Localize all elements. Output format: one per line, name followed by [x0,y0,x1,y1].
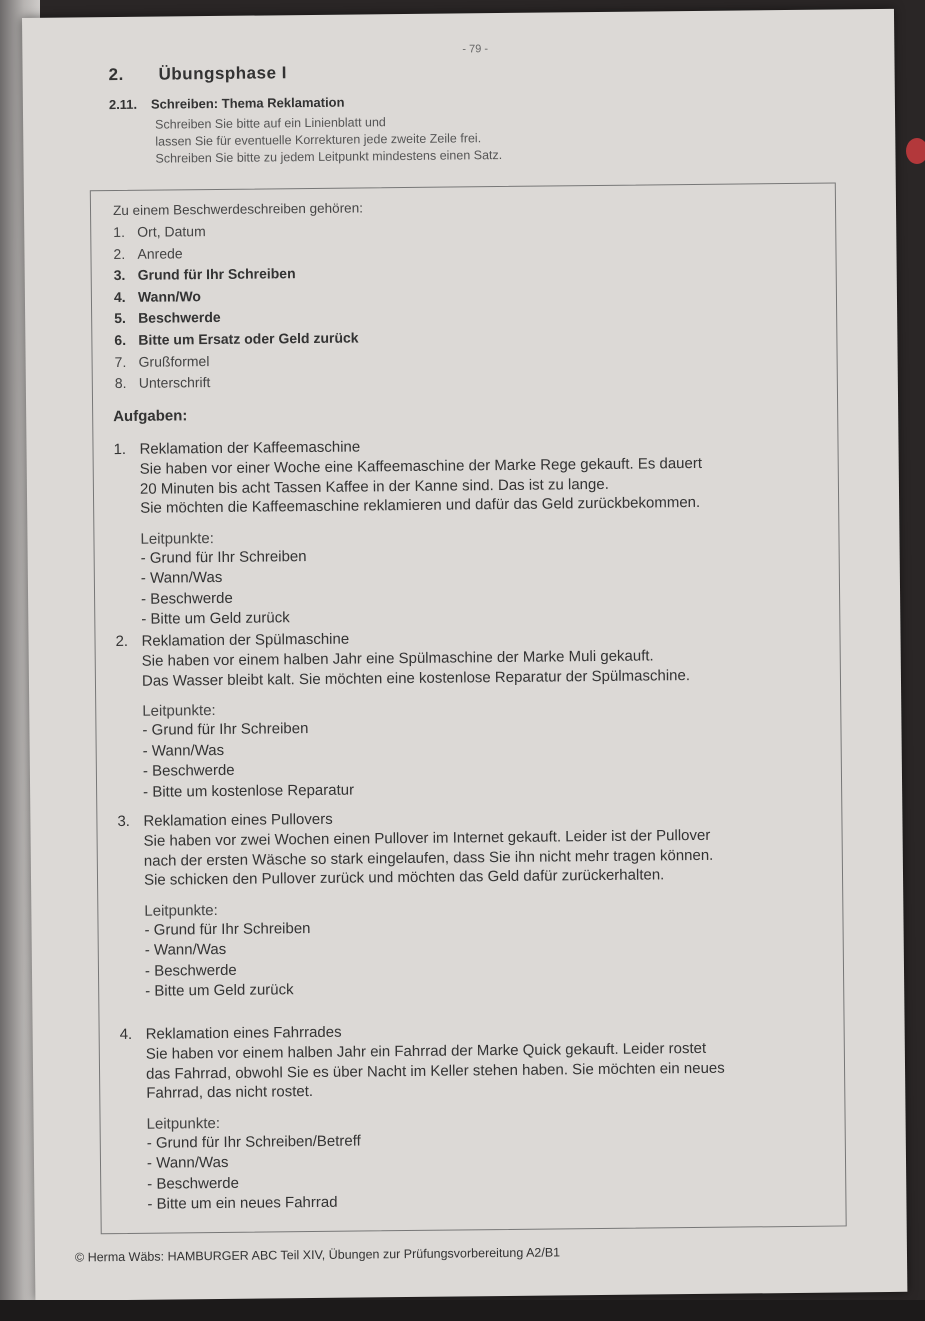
leitpunkt: - Wann/Was [145,935,819,963]
checklist-item: 8. Unterschrift [114,374,211,392]
leitpunkt: - Wann/Was [147,1148,821,1176]
leitpunkt: - Beschwerde [145,955,819,983]
task-item-title: 2. Reklamation der Spülmaschine [115,630,350,651]
task-item-title: 3. Reklamation eines Pullovers [117,810,333,831]
leitpunkt: - Grund für Ihr Schreiben [144,914,818,942]
leitpunkte-list [116,715,817,804]
leitpunkt: - Grund für Ihr Schreiben [141,542,815,570]
checklist-item: 4. Wann/Wo [113,287,202,305]
checklist-item: 1. Ort, Datum [113,223,206,241]
leitpunkt: - Beschwerde [147,1168,821,1196]
document-page [22,9,907,1301]
leitpunkt: - Wann/Was [141,563,815,591]
leitpunkte-list [115,542,816,631]
task-item-title: 4. Reklamation eines Fahrrades [119,1023,342,1044]
leitpunkt: - Wann/Was [143,735,817,763]
leitpunkt: - Beschwerde [141,583,815,611]
leitpunkt: - Bitte um ein neues Fahrrad [147,1189,821,1217]
task-title: Schreiben: Thema Reklamation [150,94,345,112]
checklist-item: 2. Anrede [113,244,183,262]
red-sticker [906,138,925,164]
section-title: Übungsphase I [158,63,288,84]
leitpunkte-list [118,914,819,1003]
leitpunkte-list [121,1127,822,1216]
section-heading [108,63,287,85]
leitpunkte-label: Leitpunkte: [146,1114,221,1133]
leitpunkt: - Grund für Ihr Schreiben/Betreff [147,1127,821,1155]
checklist-item: 6. Bitte um Ersatz oder Geld zurück [114,329,359,349]
checklist-item: 7. Grußformel [114,352,210,370]
task-item-description: Sie haben vor einem halben Jahr ein Fahrrad der Marke Quick gekauft. Leider rostet das Fahrrad, obwohl Sie es über Nacht im Keller stehen haben. Sie möchten ein neues Fahrrad, das nicht rostet. [145,1039,725,1102]
copyright-footer: © Herma Wäbs: HAMBURGER ABC Teil XIV, Übungen zur Prüfungsvorbereitung A2/B1 [74,1245,561,1265]
instruction-line: Schreiben Sie bitte zu jedem Leitpunkt mindestens einen Satz. [155,147,503,166]
task-heading [109,95,345,112]
instruction-line: Schreiben Sie bitte auf ein Linienblatt und [155,115,386,132]
task-box [90,182,847,1234]
leitpunkt: - Grund für Ihr Schreiben [142,715,816,743]
instruction-line: lassen Sie für eventuelle Korrekturen jede zweite Zeile frei. [155,131,482,149]
task-item [120,1019,822,1217]
page-number: - 79 - [462,43,489,56]
leitpunkt: - Bitte um kostenlose Reparatur [143,776,817,804]
task-item-title: 1. Reklamation der Kaffeemaschine [113,438,361,459]
task-item [115,626,817,804]
checklist-intro: Zu einem Beschwerdeschreiben gehören: [112,200,363,219]
task-item [117,806,819,1004]
tasks-label: Aufgaben: [113,407,188,426]
letter-checklist [113,221,359,396]
leitpunkte-label: Leitpunkte: [144,901,218,920]
instructions [155,113,502,168]
section-number: 2. [108,64,124,85]
table-surface [0,1300,925,1321]
task-item-description: Sie haben vor zwei Wochen einen Pullover im Internet gekauft. Leider ist der Pullover nach der ersten Wäsche so stark eingelaufen, dass Sie ihn nicht mehr tragen können. Sie schicken den Pullover zurück und möchten das Geld dafür zurückerhalten. [143,826,714,889]
task-item-description: Sie haben vor einem halben Jahr eine Spülmaschine der Marke Muli gekauft. Das Wasser bleibt kalt. Sie möchten eine kostenlose Reparatur der Spülmaschine. [141,647,691,690]
leitpunkt: - Beschwerde [143,756,817,784]
checklist-item: 5. Beschwerde [114,309,221,327]
task-item [113,434,815,632]
task-number: 2.11. [108,96,138,113]
leitpunkt: - Bitte um Geld zurück [145,976,819,1004]
checklist-item: 3. Grund für Ihr Schreiben [113,265,296,284]
leitpunkte-label: Leitpunkte: [142,702,216,720]
task-item-description: Sie haben vor einer Woche eine Kaffeemaschine der Marke Rege gekauft. Es dauert 20 Minuten bis acht Tassen Kaffee in der Kanne sind. Das ist zu lange. Sie möchten die Kaffeemaschine reklamieren und dafür das Geld zurückbekommen. [139,454,703,517]
leitpunkt: - Bitte um Geld zurück [141,604,815,632]
leitpunkte-label: Leitpunkte: [140,529,214,548]
